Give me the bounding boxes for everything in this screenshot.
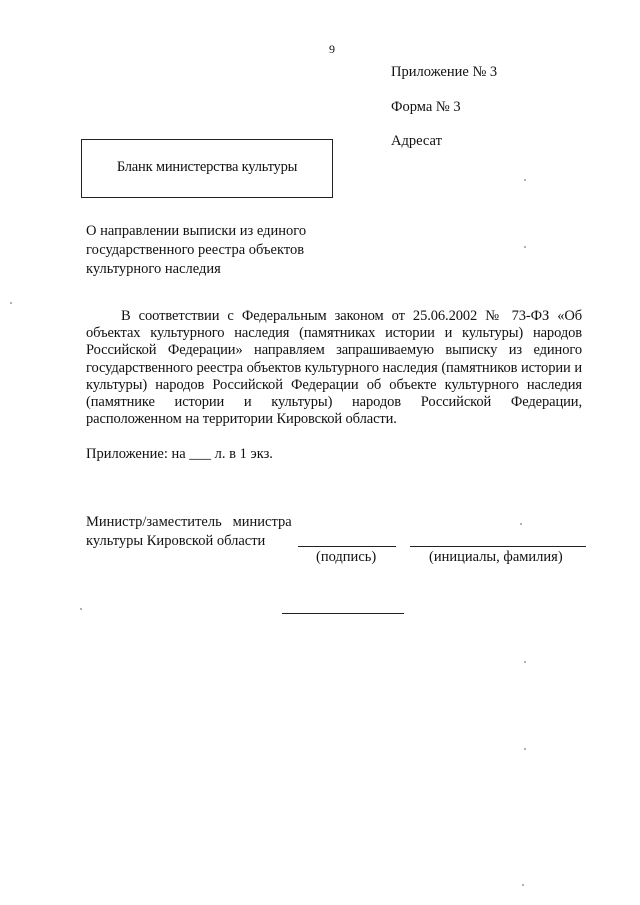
page-number: 9 [329, 42, 335, 56]
scan-speck [80, 608, 82, 610]
letterhead-label: Бланк министерства культуры [116, 159, 298, 175]
scan-speck [522, 884, 524, 886]
signatory-title-line-2: культуры Кировской области [86, 533, 266, 549]
name-line [410, 546, 586, 547]
subject-line-2: государственного реестра объектов [86, 242, 305, 258]
appendix-title: Приложение № 3 [391, 64, 498, 80]
signature-caption: (подпись) [316, 549, 377, 565]
body-paragraph: В соответствии с Федеральным законом от 25.06.2002 № 73-ФЗ «Об объектах культурного наследия (памятниках истории и культуры) народов Российской Федерации» направляем запрашиваемую выписку из единого государственного реестра объектов культурного наследия (памятников истории и культуры) народов Российской Федерации об объекте культурного наследия (памятнике истории и культуры) народов Российской Федерации, расположенном на территории Кировской области. [86, 308, 582, 428]
end-divider [282, 613, 404, 614]
subject-line-3: культурного наследия [86, 261, 221, 277]
letterhead-box [81, 139, 333, 198]
scan-speck [524, 748, 526, 750]
scan-speck [524, 661, 526, 663]
form-number: Форма № 3 [391, 99, 461, 115]
addressee-label: Адресат [391, 133, 442, 149]
scan-speck [524, 246, 526, 248]
scan-speck [520, 523, 522, 525]
subject-line-1: О направлении выписки из единого [86, 223, 307, 239]
name-caption: (инициалы, фамилия) [429, 549, 563, 565]
attachment-line: Приложение: на ___ л. в 1 экз. [86, 446, 273, 462]
signature-line [298, 546, 396, 547]
signatory-title-line-1: Министр/заместитель министра [86, 514, 292, 530]
scan-speck [10, 302, 12, 304]
scan-speck [524, 179, 526, 181]
